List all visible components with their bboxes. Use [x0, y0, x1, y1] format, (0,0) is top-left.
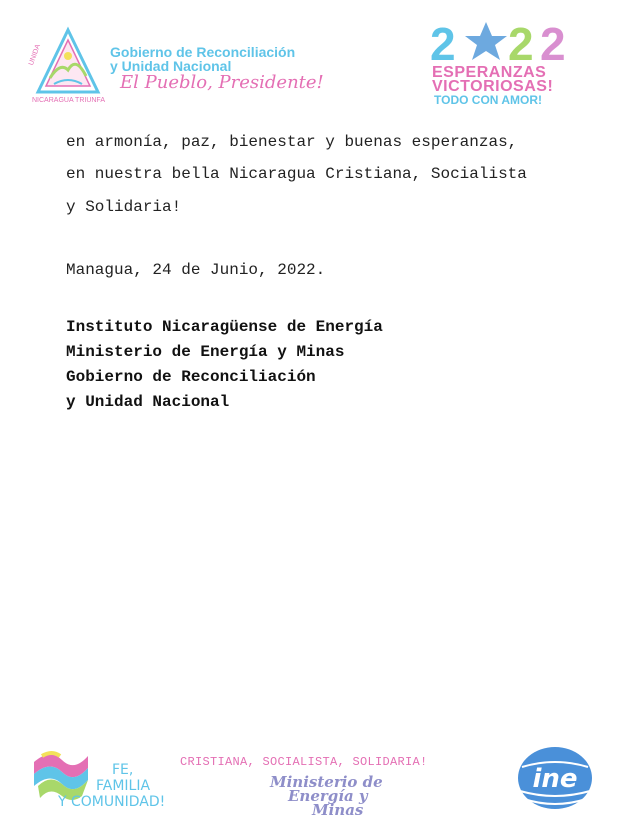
gov-name-line1: Gobierno de Reconciliación [110, 44, 296, 60]
gov-name-line2: y Unidad Nacional [110, 58, 232, 74]
ine-text: ine [532, 764, 578, 794]
signature-line-2: Ministerio de Energía y Minas [66, 343, 345, 361]
mem-line-2: Energía y [288, 787, 368, 805]
fe-familia-logo [32, 748, 192, 810]
footer-motto: CRISTIANA, SOCIALISTA, SOLIDARIA! [180, 755, 428, 769]
todo-con-amor-text: TODO CON AMOR! [434, 93, 542, 107]
signature-line-4: y Unidad Nacional [66, 393, 230, 411]
campaign-2022-logo [430, 20, 590, 110]
victoriosas-text: VICTORIOSAS! [432, 78, 554, 95]
signature-line-3: Gobierno de Reconciliación [66, 368, 316, 386]
nicaragua-emblem-icon [28, 26, 106, 104]
signature-line-1: Instituto Nicaragüense de Energía [66, 318, 383, 336]
gov-slogan: El Pueblo, Presidente! [120, 72, 324, 93]
body-line-1: en armonía, paz, bienestar y buenas esperanzas, [66, 133, 518, 151]
emblem-top-text: UNIDA [28, 43, 42, 67]
ine-logo-icon [516, 745, 594, 811]
emblem-bottom-text: NICARAGUA TRIUNFA [32, 97, 105, 104]
year-digit-1: 2 [430, 20, 456, 64]
mem-line-1: Ministerio de [270, 773, 383, 791]
fe-line-1: FE, [112, 762, 134, 778]
year-digit-3: 2 [540, 20, 566, 64]
mem-line-3: Minas [312, 801, 364, 819]
year-digit-2: 2 [508, 20, 534, 64]
fe-line-3: Y COMUNIDAD! [58, 794, 166, 810]
star-icon [465, 22, 507, 60]
year-2022-graphic [430, 20, 586, 64]
esperanzas-text: ESPERANZAS [432, 64, 547, 81]
body-line-3: y Solidaria! [66, 198, 182, 216]
fe-line-2: FAMILIA [96, 778, 151, 794]
ministerio-energia-minas-logo [240, 773, 420, 821]
government-logo [28, 26, 358, 106]
date-line: Managua, 24 de Junio, 2022. [66, 261, 326, 279]
body-line-2: en nuestra bella Nicaragua Cristiana, Socialista [66, 165, 527, 183]
